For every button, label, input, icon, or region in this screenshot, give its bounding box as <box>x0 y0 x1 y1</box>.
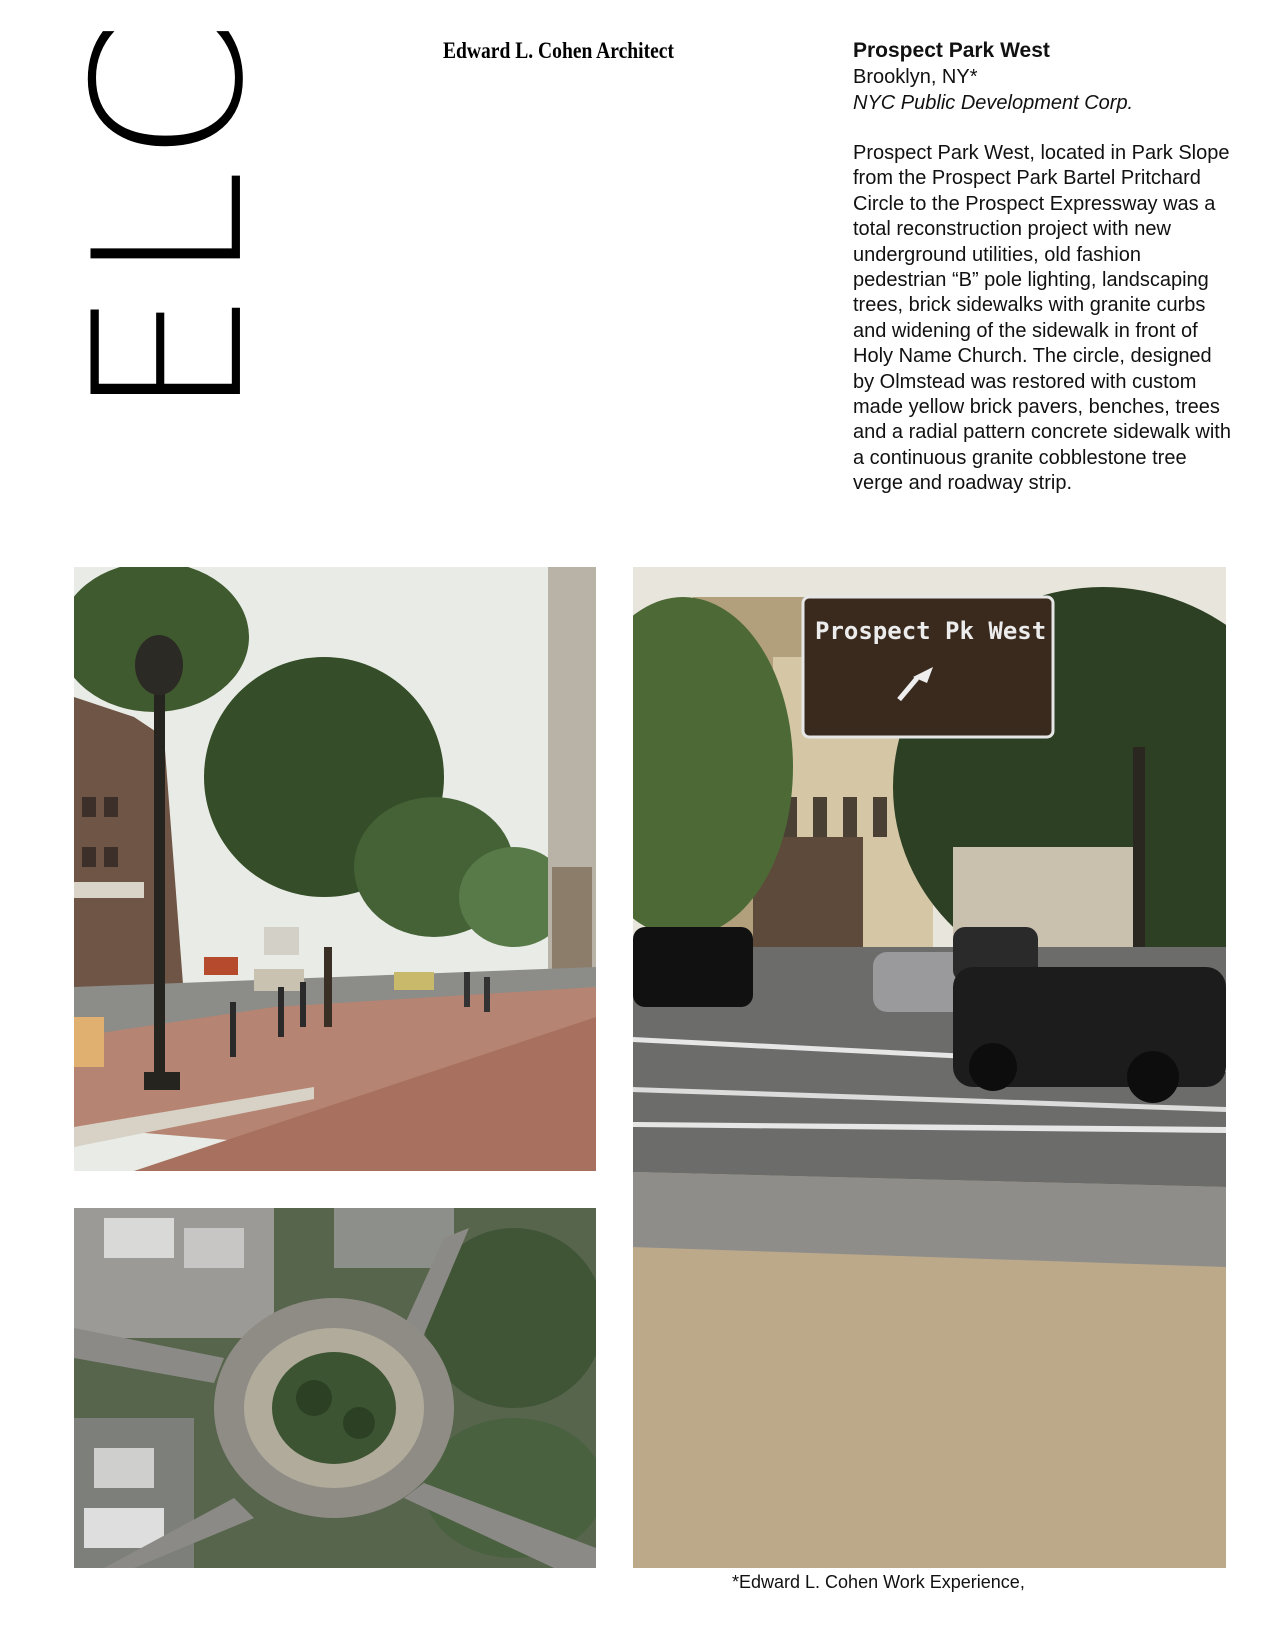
project-client: NYC Public Development Corp. <box>853 92 1134 114</box>
logo-text: ELC <box>50 13 289 419</box>
project-info <box>853 38 1233 497</box>
elc-logo <box>50 13 289 419</box>
street-sign-text: Prospect Pk West <box>815 617 1047 645</box>
sidewalk-photo <box>74 567 596 1171</box>
street-sign-photo <box>633 567 1226 1568</box>
aerial-circle-photo <box>74 1208 596 1568</box>
project-title: Prospect Park West <box>853 39 1050 62</box>
project-location: Brooklyn, NY* <box>853 66 978 88</box>
footnote: *Edward L. Cohen Work Experience, <box>732 1572 1025 1592</box>
project-description: Prospect Park West, located in Park Slope from the Prospect Park Bartel Pritchard Circle to the Prospect Expressway was a total reconstruction project with new underground utilities, old fashion pedestrian “B” pole lighting, landscaping trees, brick sidewalks with granite curbs and widening of the sidewalk in front of Holy Name Church. The circle, designed by Olmstead was restored with custom made yellow brick pavers, benches, trees and a radial pattern concrete sidewalk with a continuous granite cobblestone tree verge and roadway strip. <box>853 142 1231 495</box>
firm-name: Edward L. Cohen Architect <box>443 38 674 63</box>
